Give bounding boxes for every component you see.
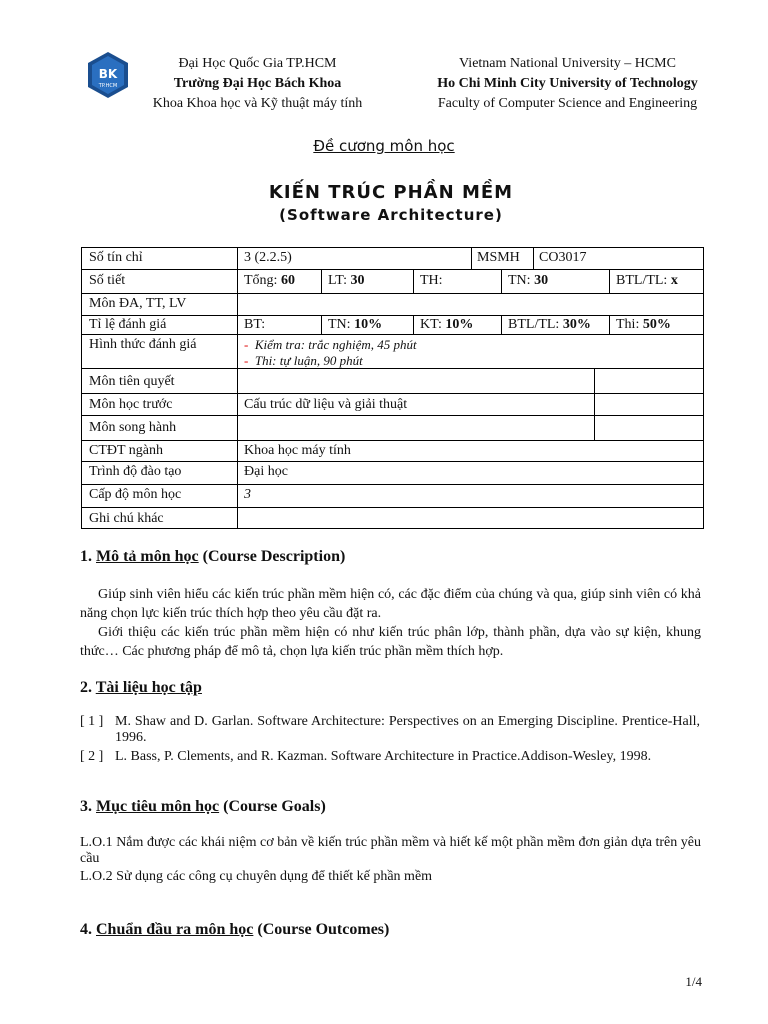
header-left-line2: Trường Đại Học Bách Khoa <box>173 76 342 91</box>
assessment-item-2: - Thi: tự luận, 90 phút <box>244 353 363 368</box>
header-right-line2: Ho Chi Minh City University of Technology <box>437 76 698 91</box>
section-1-paragraph-2: Giới thiệu các kiến trúc phần mềm hiện có như kiến trúc phân lớp, thành phần, dựa vào sự kiện, khung thức… Các phương pháp để mô tả, chọn lựa kiến trúc phần mềm thích hợp. <box>80 625 701 659</box>
label-assessment-form: Hình thức đánh giá <box>89 337 197 352</box>
reference-1 <box>80 714 701 746</box>
label-course-level: Cấp độ môn học <box>89 487 182 502</box>
document-subtitle: (Software Architecture) <box>279 206 503 224</box>
logo-subtext: TP.HCM <box>98 83 118 89</box>
header-left-line1: Đại Học Quốc Gia TP.HCM <box>178 56 337 71</box>
value-course-level: 3 <box>244 487 251 502</box>
periods-total: Tổng: 60 <box>244 273 295 288</box>
section-3-heading: 3. Mục tiêu môn học (Course Goals) <box>80 798 326 815</box>
label-project: Môn ĐA, TT, LV <box>89 296 187 311</box>
label-level: Trình độ đào tạo <box>89 464 182 479</box>
periods-lt: LT: 30 <box>328 273 365 288</box>
header-right <box>405 54 730 114</box>
document-subject: Đề cương môn học <box>313 137 455 155</box>
ratio-btl: BTL/TL: 30% <box>508 317 591 332</box>
value-credits: 3 (2.2.5) <box>244 250 292 265</box>
learning-outcome-2: L.O.2 Sử dụng các công cụ chuyên dụng để thiết kế phần mềm <box>80 869 433 884</box>
value-msmh: CO3017 <box>539 250 587 265</box>
university-logo <box>88 52 128 98</box>
reference-1-text: M. Shaw and D. Garlan. Software Architecture: Perspectives on an Emerging Discipline. Prentice-Hall, 1996. <box>115 714 700 745</box>
ratio-kt: KT: 10% <box>420 317 474 332</box>
learning-outcome-1: L.O.1 Nắm được các khái niệm cơ bản về kiến trúc phần mềm và hiết kế một phần mềm đơn giản dựa trên yêu cầu <box>80 835 701 866</box>
label-msmh: MSMH <box>477 250 520 265</box>
ratio-tn: TN: 10% <box>328 317 383 332</box>
course-info-table <box>81 247 704 529</box>
section-1-heading: 1. Mô tả môn học (Course Description) <box>80 548 346 565</box>
label-corequisite: Môn song hành <box>89 420 177 435</box>
value-level: Đại học <box>244 464 288 479</box>
header-right-line3: Faculty of Computer Science and Engineering <box>437 96 698 111</box>
header-left <box>140 54 375 114</box>
label-credits: Số tín chỉ <box>89 250 143 265</box>
label-prerequisite: Môn tiên quyết <box>89 374 175 389</box>
header-right-line1: Vietnam National University – HCMC <box>459 56 676 71</box>
reference-2-number: [ 2 ] <box>80 749 104 764</box>
section-4-heading: 4. Chuẩn đầu ra môn học (Course Outcomes) <box>80 921 390 938</box>
periods-tn: TN: 30 <box>508 273 549 288</box>
periods-btl: BTL/TL: x <box>616 273 678 288</box>
reference-2 <box>80 749 701 781</box>
page-number: 1/4 <box>685 974 702 989</box>
label-notes: Ghi chú khác <box>89 511 164 526</box>
ratio-thi: Thi: 50% <box>616 317 671 332</box>
section-1-paragraph-1: Giúp sinh viên hiểu các kiến trúc phần mềm hiện có, các đặc điểm của chúng và qua, giúp sinh viên có khả năng chọn lực kiến trúc thích hợp theo yêu cầu đặt ra. <box>80 587 701 621</box>
assessment-item-1: - Kiểm tra: trắc nghiệm, 45 phút <box>244 337 417 352</box>
label-program: CTĐT ngành <box>89 443 164 458</box>
logo-text: BK <box>98 67 118 81</box>
section-2-heading: 2. Tài liệu học tập <box>80 679 202 696</box>
reference-1-number: [ 1 ] <box>80 714 104 729</box>
value-program: Khoa học máy tính <box>244 443 351 458</box>
reference-2-text: L. Bass, P. Clements, and R. Kazman. Software Architecture in Practice.Addison-Wesley, 1998. <box>115 749 652 764</box>
periods-th: TH: <box>420 273 443 288</box>
value-previous-course: Cấu trúc dữ liệu và giải thuật <box>244 397 408 412</box>
label-assessment-ratio: Tỉ lệ đánh giá <box>89 317 167 332</box>
ratio-bt: BT: <box>244 317 266 332</box>
header-left-line3: Khoa Khoa học và Kỹ thuật máy tính <box>152 96 363 111</box>
label-previous-course: Môn học trước <box>89 397 173 412</box>
label-periods: Số tiết <box>89 273 126 288</box>
document-title: KIẾN TRÚC PHẦN MỀM <box>268 182 514 203</box>
